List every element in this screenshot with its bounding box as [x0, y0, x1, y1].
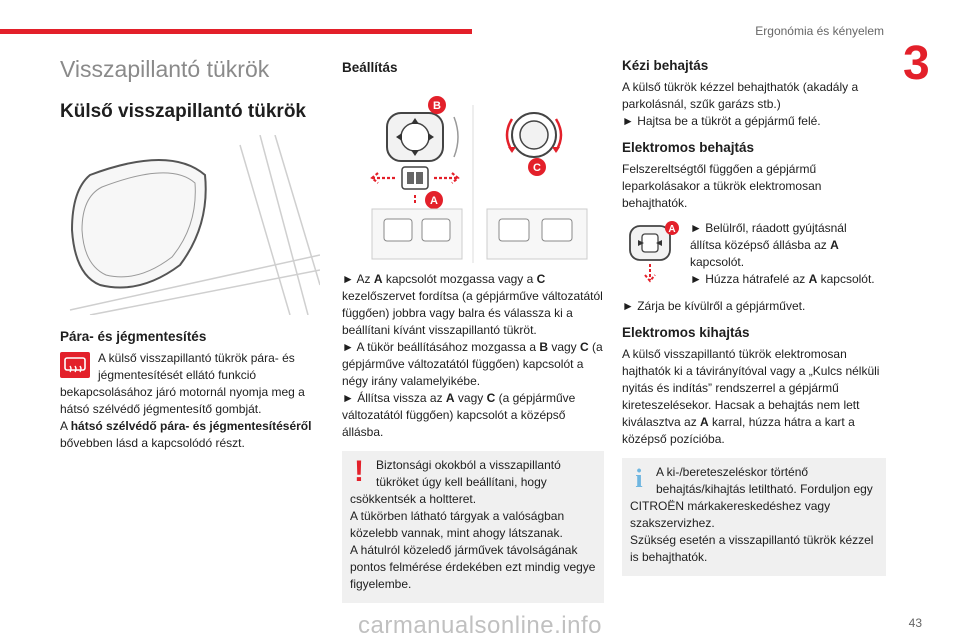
electric-fold-text: Felszereltségtől függően a gépjármű leparkolásakor a tükrök elektromosan behajthatók.: [622, 162, 822, 210]
manual-fold-heading: Kézi behajtás: [622, 58, 709, 73]
chapter-number: 3: [903, 37, 930, 90]
fold-switch-illustration: [622, 220, 682, 286]
column-3: [622, 56, 886, 576]
header-accent-bar: [0, 29, 472, 34]
electric-fold-heading: Elektromos behajtás: [622, 140, 755, 155]
adjust-controls-illustration: [342, 85, 604, 263]
electric-fold-step-2: ► Húzza hátrafelé az A kapcsolót.: [690, 272, 875, 286]
subsection-title: Külső visszapillantó tükrök: [60, 101, 306, 122]
adjust-step-1: ► Az A kapcsolót mozgassa vagy a C kezelőszervet fordítsa (a gépjárműve változatától függően) jobbra vagy balra és válassza ki a beállítani kívánt visszapillantó tükröt.: [342, 272, 603, 337]
warning-icon: !: [354, 455, 364, 488]
rear-defrost-icon: [60, 352, 90, 378]
warning-box: [342, 451, 604, 603]
info-box: [622, 458, 886, 576]
defrost-ref: A hátsó szélvédő pára- és jégmentesítéséről bővebben lásd a kapcsolódó részt.: [60, 419, 312, 450]
adjust-heading: Beállítás: [342, 60, 398, 75]
electric-fold-figure: [622, 220, 886, 288]
label-b: B: [433, 100, 441, 112]
adjust-step-2: ► A tükör beállításához mozgassa a B vagy C (a gépjárműve változatától függően) kapcsolót a négy irány valamelyikébe.: [342, 340, 603, 388]
watermark: carmanualsonline.info: [358, 612, 602, 639]
manual-fold-text: A külső tükrök kézzel behajthatók (akadály a parkolásnál, szűk garázs stb.): [622, 80, 859, 111]
info-icon: i: [635, 464, 643, 493]
info-text-2: Szükség esetén a visszapillantó tükrök kézzel is behajthatók.: [630, 533, 874, 564]
adjust-step-3: ► Állítsa vissza az A vagy C (a gépjárműve változatától függően) kapcsolót a középső állásba.: [342, 391, 576, 439]
section-title: Visszapillantó tükrök: [60, 56, 270, 82]
electric-fold-step-3: ► Zárja be kívülről a gépjárművet.: [622, 299, 806, 313]
defrost-heading: Pára- és jégmentesítés: [60, 329, 207, 344]
mirror-illustration: [60, 135, 320, 315]
info-text-1: A ki-/bereteszeléskor történő behajtás/kihajtás letiltható. Forduljon egy CITROËN márkakereskedéshez vagy szakszervizhez.: [630, 465, 873, 530]
column-1: [60, 56, 320, 452]
warning-text-3: A hátulról közeledő járművek távolságának pontos felmérése érdekében ezt mindig vegye figyelembe.: [350, 543, 596, 591]
electric-unfold-text: A külső visszapillantó tükrök elektromosan hajthatók ki a távirányítóval vagy a „Kulcs nélküli nyitás és indítás” rendszerrel a gépjármű kireteszelésekor. Hacsak a behajtás nem lett kiválasztva az A karral, húzza hátra a kart a középső pozícióba.: [622, 347, 880, 446]
label-c: C: [533, 162, 541, 174]
page-number: 43: [908, 616, 922, 630]
column-2: [342, 56, 604, 603]
electric-fold-step-1: ► Belülről, ráadott gyújtásnál állítsa középső állásba az A kapcsolót.: [690, 221, 847, 269]
manual-fold-step: ► Hajtsa be a tükröt a gépjármű felé.: [622, 114, 821, 128]
chapter-title: Ergonómia és kényelem: [755, 24, 884, 38]
label-a: A: [430, 195, 438, 207]
warning-text-2: A tükörben látható tárgyak a valóságban közelebb vannak, mint ahogy látszanak.: [350, 509, 565, 540]
warning-text-1: Biztonsági okokból a visszapillantó tükröket úgy kell beállítani, hogy csökkentsék a holtteret.: [350, 458, 561, 506]
fold-label-a: A: [668, 224, 676, 235]
electric-unfold-heading: Elektromos kihajtás: [622, 325, 750, 340]
defrost-text: A külső visszapillantó tükrök pára- és jégmentesítését ellátó funkció bekapcsolásához járó motornál nyomja meg a hátsó szélvédő jégmentesítő gombját.: [60, 351, 305, 416]
